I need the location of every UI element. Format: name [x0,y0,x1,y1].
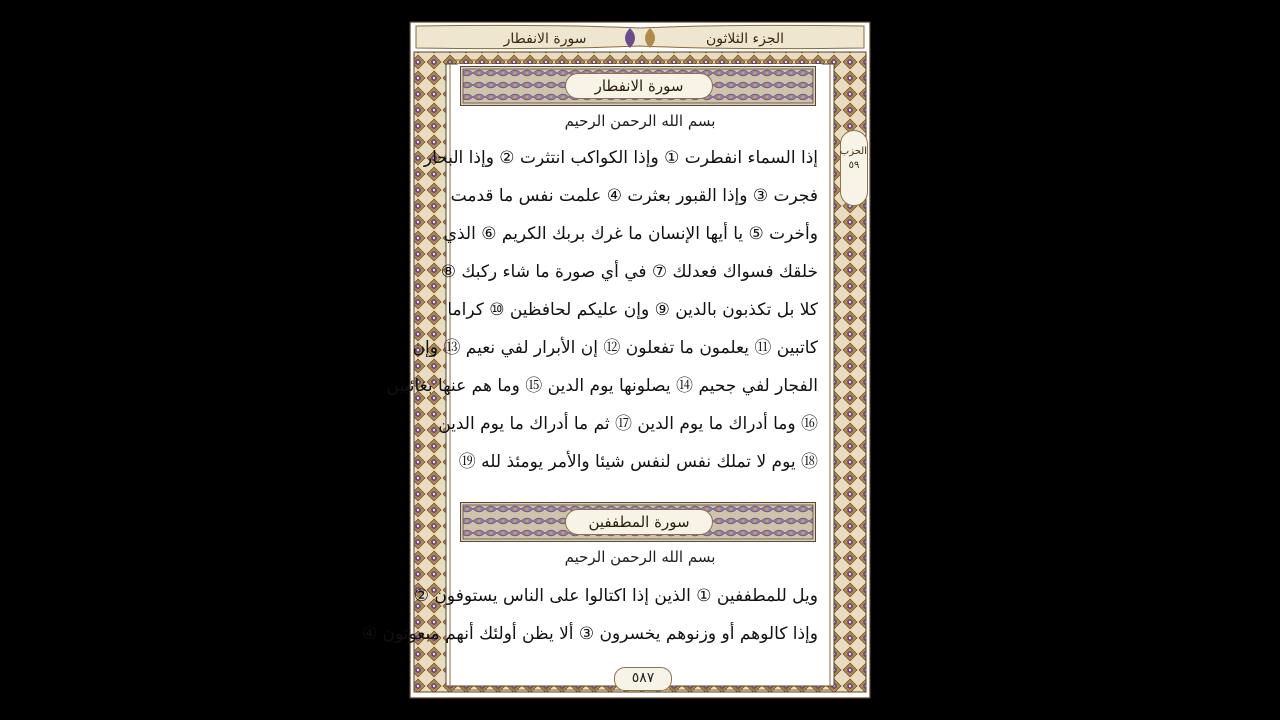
verse-line: خلقك فسواك فعدلك ⑦ في أي صورة ما شاء ركبك ⑧ [440,262,818,282]
verse-line: ⑯ وما أدراك ما يوم الدين ⑰ ثم ما أدراك ما يوم الدين [438,414,818,434]
surah-banner-mutaffifin [460,502,816,542]
surah-banner-infitar [460,66,816,106]
verse-line: ⑱ يوم لا تملك نفس لنفس شيئا والأمر يومئذ لله ⑲ [458,452,818,472]
verse-line: كلا بل تكذبون بالدين ⑨ وإن عليكم لحافظين ⑩ كراما [447,300,818,320]
bismillah: بسم الله الرحمن الرحيم [564,548,716,566]
surah-header-label: سورة الانفطار [503,31,587,47]
hizb-marker: الحزب ٥٩ [840,130,868,206]
mushaf-page [361,22,870,698]
surah-title: سورة المطففين [565,509,713,535]
surah-title: سورة الانفطار [565,73,713,99]
verse-line: فجرت ③ وإذا القبور بعثرت ④ علمت نفس ما قدمت [450,186,818,206]
verse-line: وإذا كالوهم أو وزنوهم يخسرون ③ ألا يظن أولئك أنهم مبعوثون ④ [361,624,818,644]
verse-line: وأخرت ⑤ يا أيها الإنسان ما غرك بربك الكريم ⑥ الذي [443,224,818,244]
verse-line: كاتبين ⑪ يعلمون ما تفعلون ⑫ إن الأبرار لفي نعيم ⑬ وإن [412,338,818,358]
juz-label: الجزء الثلاثون [705,31,785,47]
verse-line: ويل للمطففين ① الذين إذا اكتالوا على الناس يستوفون ② [413,586,818,606]
verse-line: الفجار لفي جحيم ⑭ يصلونها يوم الدين ⑮ وما هم عنها بغائبين [386,376,818,396]
bismillah: بسم الله الرحمن الرحيم [564,112,716,130]
page-content [361,64,822,674]
page-number: ٥٨٧ [614,667,672,691]
verse-line: إذا السماء انفطرت ① وإذا الكواكب انتثرت ② وإذا البحار [423,148,818,168]
